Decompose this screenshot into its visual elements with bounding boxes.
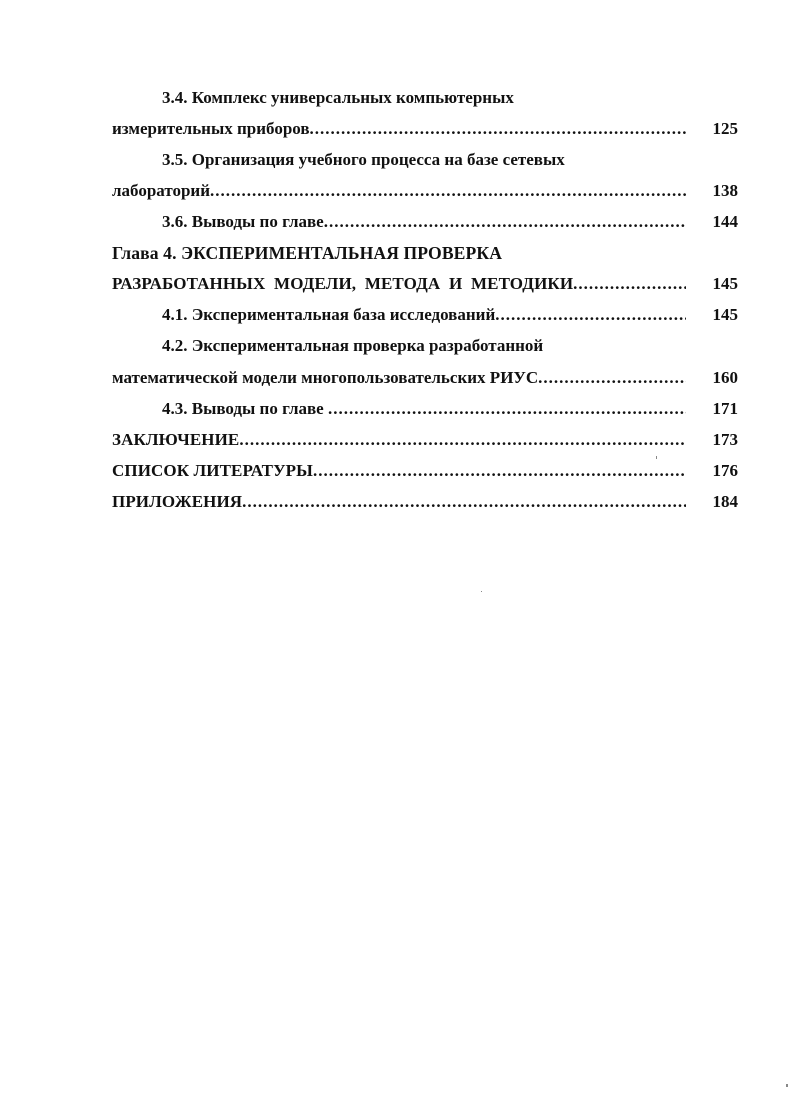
- toc-page-number: 138: [712, 181, 738, 200]
- toc-entry-3-4-line1: [162, 86, 514, 110]
- toc-entry-text: 4.2. Экспериментальная проверка разработанной: [162, 336, 544, 355]
- toc-entry-3-4-line2: [112, 117, 686, 141]
- toc-entry-text: 3.4. Комплекс универсальных компьютерных: [162, 88, 514, 107]
- toc-entry-text: измерительных приборов: [112, 119, 310, 138]
- scan-speck: [481, 591, 482, 592]
- dot-leader: [239, 428, 686, 452]
- toc-entry-text: ЗАКЛЮЧЕНИЕ: [112, 430, 240, 449]
- toc-entry-text: 3.6. Выводы по главе: [162, 212, 324, 231]
- dot-leader: [210, 179, 686, 203]
- toc-entry-3-5-line1: [162, 148, 565, 172]
- dot-leader: [573, 272, 686, 296]
- toc-entry-text: 4.3. Выводы по главе: [162, 399, 328, 418]
- toc-entry-text: ПРИЛОЖЕНИЯ: [112, 492, 243, 511]
- toc-entry-4-2-line1: [162, 334, 543, 358]
- toc-page-number: 145: [712, 274, 738, 293]
- toc-entry-appendices: [112, 490, 686, 514]
- toc-entry-4-3: [162, 397, 686, 421]
- dot-leader: [538, 366, 686, 390]
- toc-page-number: 173: [712, 430, 738, 449]
- toc-entry-conclusion: [112, 428, 686, 452]
- toc-entry-3-6: [162, 210, 686, 234]
- toc-entry-text: 4.1. Экспериментальная база исследований: [162, 305, 496, 324]
- toc-entry-text: РАЗРАБОТАННЫХ МОДЕЛИ, МЕТОДА И МЕТОДИКИ: [112, 274, 574, 293]
- toc-page-number: 176: [712, 461, 738, 480]
- toc-chapter-4-line1: [112, 241, 502, 265]
- toc-page-number: 171: [712, 399, 738, 418]
- scan-speck: [656, 456, 657, 459]
- toc-page-number: 125: [712, 119, 738, 138]
- toc-entry-references: [112, 459, 686, 483]
- toc-entry-text: СПИСОК ЛИТЕРАТУРЫ: [112, 461, 313, 480]
- dot-leader: [328, 397, 686, 421]
- toc-chapter-4-line2: [112, 272, 686, 296]
- scan-speck: [786, 1084, 788, 1087]
- toc-entry-text: 3.5. Организация учебного процесса на базе сетевых: [162, 150, 565, 169]
- toc-page-number: 184: [712, 492, 738, 511]
- dot-leader: [242, 490, 686, 514]
- toc-entry-text: математической модели многопользовательских РИУС: [112, 368, 539, 387]
- toc-page-number: 160: [712, 368, 738, 387]
- toc-page-number: 144: [712, 212, 738, 231]
- dot-leader: [310, 117, 686, 141]
- dot-leader: [495, 303, 686, 327]
- toc-entry-4-1: [162, 303, 686, 327]
- toc-entry-text: лабораторий: [112, 181, 210, 200]
- dot-leader: [324, 210, 686, 234]
- toc-entry-text: Глава 4. ЭКСПЕРИМЕНТАЛЬНАЯ ПРОВЕРКА: [112, 243, 502, 263]
- toc-entry-3-5-line2: [112, 179, 686, 203]
- dot-leader: [313, 459, 686, 483]
- toc-entry-4-2-line2: [112, 366, 686, 390]
- toc-page-number: 145: [712, 305, 738, 324]
